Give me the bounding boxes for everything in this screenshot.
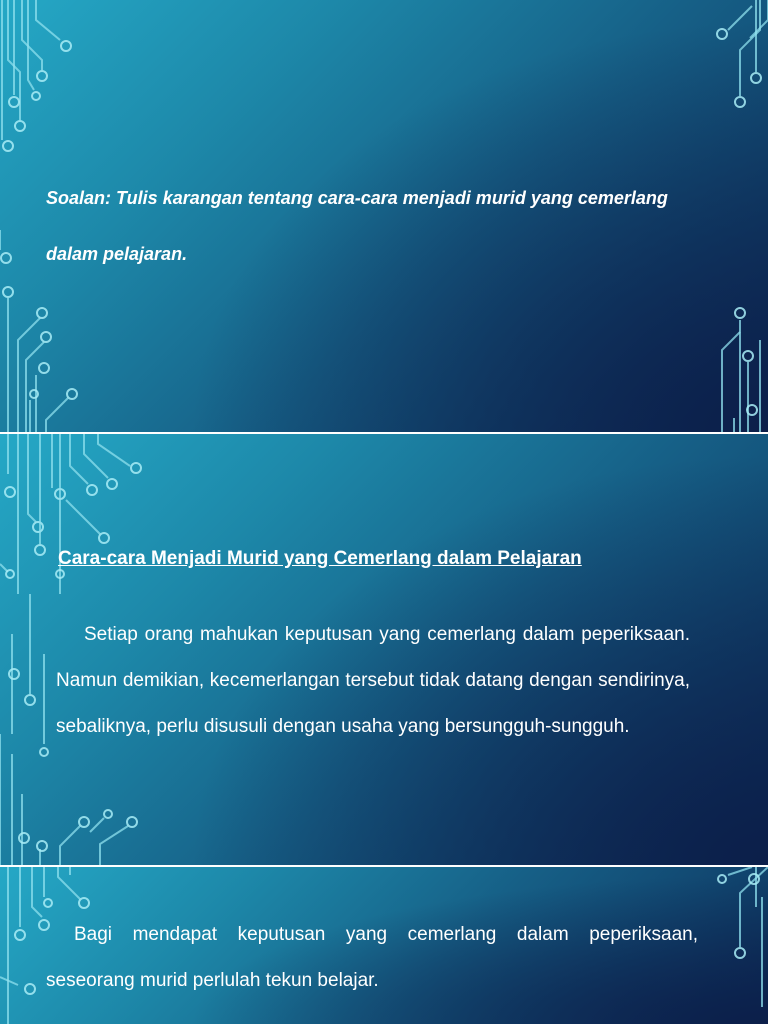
body-paragraph: Setiap orang mahukan keputusan yang cemerlang dalam peperiksaan. Namun demikian, kecemerlangan tersebut tidak datang dengan sendirinya, sebaliknya, perlu disusuli dengan usaha yang bersungguh-sungguh. (56, 624, 690, 737)
body-paragraph: Bagi mendapat keputusan yang cemerlang dalam peperiksaan, seseorang murid perlulah tekun belajar. (46, 924, 698, 991)
slide-3 (0, 867, 768, 1024)
slide-title: Cara-cara Menjadi Murid yang Cemerlang dalam Pelajaran (58, 548, 582, 569)
slide-2 (0, 434, 768, 865)
slide-1 (0, 0, 768, 432)
question-text: Soalan: Tulis karangan tentang cara-cara menjadi murid yang cemerlang dalam pelajaran. (46, 188, 668, 264)
